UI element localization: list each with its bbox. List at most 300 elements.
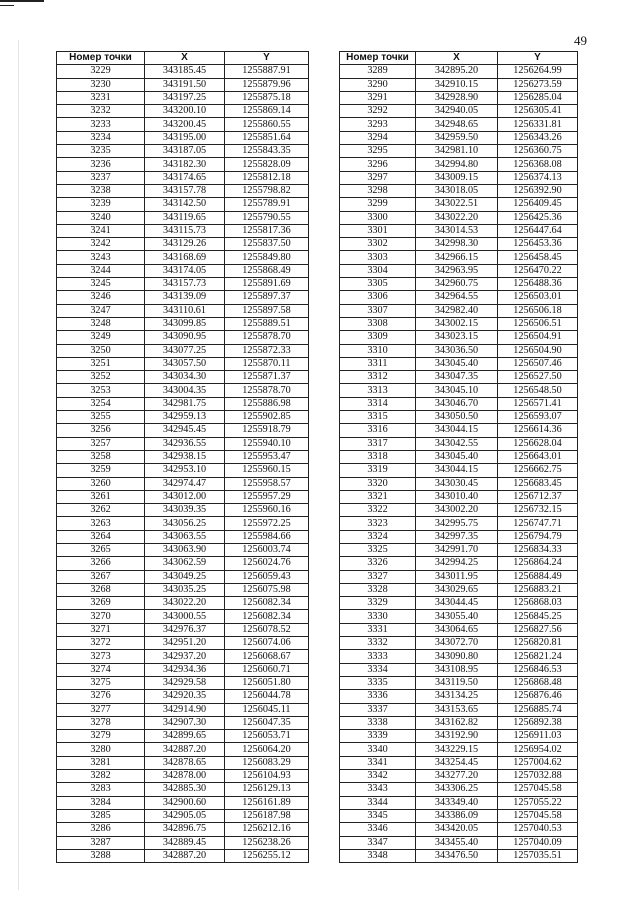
table-row — [340, 331, 578, 344]
cell-x: 343077.25 — [145, 344, 225, 357]
header-x: X — [145, 52, 225, 65]
table-row — [340, 171, 578, 184]
cell-y: 1256820.81 — [498, 637, 578, 650]
cell-y: 1256161.89 — [225, 796, 309, 809]
cell-x: 343099.85 — [145, 317, 225, 330]
cell-x: 342889.45 — [145, 836, 225, 849]
cell-x: 343035.25 — [145, 583, 225, 596]
table-row — [340, 65, 578, 78]
cell-y: 1257035.51 — [498, 849, 578, 862]
header-point-number: Номер точки — [340, 52, 416, 65]
cell-y: 1256392.90 — [498, 184, 578, 197]
coordinates-table-left — [56, 51, 309, 863]
cell-point-number: 3271 — [57, 623, 145, 636]
table-row — [57, 384, 309, 397]
cell-point-number: 3293 — [340, 118, 416, 131]
cell-x: 342937.20 — [145, 650, 225, 663]
cell-y: 1256104.93 — [225, 770, 309, 783]
table-row — [57, 291, 309, 304]
table-row — [340, 105, 578, 118]
table-row — [57, 676, 309, 689]
cell-point-number: 3244 — [57, 264, 145, 277]
cell-point-number: 3296 — [340, 158, 416, 171]
cell-x: 343029.65 — [416, 583, 498, 596]
cell-x: 342997.35 — [416, 530, 498, 543]
table-row — [57, 184, 309, 197]
table-row — [57, 623, 309, 636]
cell-y: 1256845.25 — [498, 610, 578, 623]
table-row — [57, 65, 309, 78]
table-row — [340, 317, 578, 330]
table-row — [340, 450, 578, 463]
cell-point-number: 3303 — [340, 251, 416, 264]
cell-point-number: 3326 — [340, 557, 416, 570]
table-row — [340, 610, 578, 623]
header-y: Y — [498, 52, 578, 65]
cell-x: 343044.15 — [416, 424, 498, 437]
cell-x: 343157.78 — [145, 184, 225, 197]
table-row — [340, 583, 578, 596]
cell-point-number: 3338 — [340, 716, 416, 729]
cell-point-number: 3327 — [340, 570, 416, 583]
cell-point-number: 3254 — [57, 397, 145, 410]
cell-x: 342878.00 — [145, 770, 225, 783]
cell-point-number: 3233 — [57, 118, 145, 131]
cell-x: 343039.35 — [145, 504, 225, 517]
table-row — [340, 371, 578, 384]
cell-x: 342981.10 — [416, 145, 498, 158]
cell-y: 1255889.51 — [225, 317, 309, 330]
cell-x: 343012.00 — [145, 490, 225, 503]
cell-x: 343455.40 — [416, 836, 498, 849]
cell-x: 343018.05 — [416, 184, 498, 197]
cell-point-number: 3240 — [57, 211, 145, 224]
cell-point-number: 3322 — [340, 504, 416, 517]
cell-x: 343045.40 — [416, 450, 498, 463]
cell-x: 343045.40 — [416, 357, 498, 370]
cell-point-number: 3331 — [340, 623, 416, 636]
cell-point-number: 3256 — [57, 424, 145, 437]
cell-point-number: 3323 — [340, 517, 416, 530]
cell-x: 343420.05 — [416, 823, 498, 836]
cell-point-number: 3249 — [57, 331, 145, 344]
cell-y: 1256614.36 — [498, 424, 578, 437]
table-row — [340, 836, 578, 849]
table-row — [340, 424, 578, 437]
cell-point-number: 3312 — [340, 371, 416, 384]
cell-y: 1256864.24 — [498, 557, 578, 570]
cell-y: 1255869.14 — [225, 105, 309, 118]
cell-y: 1256129.13 — [225, 783, 309, 796]
cell-x: 343191.50 — [145, 78, 225, 91]
scan-mark — [0, 0, 44, 2]
cell-x: 343063.90 — [145, 543, 225, 556]
table-row — [340, 637, 578, 650]
cell-y: 1255860.55 — [225, 118, 309, 131]
table-row — [57, 663, 309, 676]
cell-point-number: 3255 — [57, 411, 145, 424]
cell-x: 343050.50 — [416, 411, 498, 424]
cell-y: 1257040.53 — [498, 823, 578, 836]
cell-y: 1255879.96 — [225, 78, 309, 91]
cell-point-number: 3287 — [57, 836, 145, 849]
cell-y: 1256083.29 — [225, 756, 309, 769]
cell-y: 1256662.75 — [498, 464, 578, 477]
cell-y: 1255960.16 — [225, 504, 309, 517]
cell-x: 343090.80 — [416, 650, 498, 663]
cell-y: 1256643.01 — [498, 450, 578, 463]
cell-y: 1255870.11 — [225, 357, 309, 370]
cell-x: 343187.05 — [145, 145, 225, 158]
table-row — [57, 716, 309, 729]
table-header-row — [57, 52, 309, 65]
cell-y: 1256506.18 — [498, 304, 578, 317]
cell-x: 343129.26 — [145, 238, 225, 251]
cell-x: 343090.95 — [145, 331, 225, 344]
cell-x: 343030.45 — [416, 477, 498, 490]
cell-y: 1256834.33 — [498, 543, 578, 556]
table-row — [340, 623, 578, 636]
table-row — [340, 384, 578, 397]
cell-point-number: 3246 — [57, 291, 145, 304]
cell-x: 343174.05 — [145, 264, 225, 277]
cell-x: 342899.65 — [145, 730, 225, 743]
cell-x: 342951.20 — [145, 637, 225, 650]
cell-y: 1256024.76 — [225, 557, 309, 570]
table-row — [340, 597, 578, 610]
cell-x: 343023.15 — [416, 331, 498, 344]
cell-x: 342878.65 — [145, 756, 225, 769]
cell-y: 1255957.29 — [225, 490, 309, 503]
cell-y: 1255958.57 — [225, 477, 309, 490]
cell-point-number: 3344 — [340, 796, 416, 809]
table-row — [340, 184, 578, 197]
cell-x: 343108.95 — [416, 663, 498, 676]
coordinates-table-right — [339, 51, 578, 863]
cell-point-number: 3261 — [57, 490, 145, 503]
cell-y: 1255849.80 — [225, 251, 309, 264]
cell-point-number: 3234 — [57, 131, 145, 144]
cell-point-number: 3292 — [340, 105, 416, 118]
cell-point-number: 3243 — [57, 251, 145, 264]
table-row — [57, 211, 309, 224]
cell-y: 1256212.16 — [225, 823, 309, 836]
cell-x: 343197.25 — [145, 91, 225, 104]
table-row — [57, 424, 309, 437]
cell-x: 343049.25 — [145, 570, 225, 583]
table-row — [340, 357, 578, 370]
cell-x: 342953.10 — [145, 464, 225, 477]
cell-x: 343386.09 — [416, 809, 498, 822]
table-row — [340, 145, 578, 158]
cell-point-number: 3259 — [57, 464, 145, 477]
cell-y: 1256453.36 — [498, 238, 578, 251]
cell-point-number: 3242 — [57, 238, 145, 251]
table-row — [340, 238, 578, 251]
cell-y: 1256047.35 — [225, 716, 309, 729]
cell-point-number: 3232 — [57, 105, 145, 118]
cell-y: 1256548.50 — [498, 384, 578, 397]
cell-x: 343000.55 — [145, 610, 225, 623]
cell-point-number: 3341 — [340, 756, 416, 769]
cell-point-number: 3253 — [57, 384, 145, 397]
cell-y: 1256255.12 — [225, 849, 309, 862]
cell-x: 343349.40 — [416, 796, 498, 809]
cell-x: 343022.20 — [145, 597, 225, 610]
table-row — [57, 118, 309, 131]
cell-x: 342910.15 — [416, 78, 498, 91]
cell-point-number: 3311 — [340, 357, 416, 370]
cell-y: 1256506.51 — [498, 317, 578, 330]
table-row — [340, 770, 578, 783]
cell-x: 342887.20 — [145, 743, 225, 756]
cell-y: 1257045.58 — [498, 809, 578, 822]
page-edge-shadow — [18, 40, 19, 890]
cell-y: 1255918.79 — [225, 424, 309, 437]
cell-y: 1255790.55 — [225, 211, 309, 224]
cell-y: 1256794.79 — [498, 530, 578, 543]
cell-x: 343192.90 — [416, 730, 498, 743]
cell-x: 342940.05 — [416, 105, 498, 118]
cell-point-number: 3263 — [57, 517, 145, 530]
cell-y: 1255878.70 — [225, 384, 309, 397]
cell-point-number: 3248 — [57, 317, 145, 330]
cell-y: 1256503.01 — [498, 291, 578, 304]
table-row — [57, 517, 309, 530]
table-row — [57, 823, 309, 836]
cell-x: 342887.20 — [145, 849, 225, 862]
cell-y: 1256374.13 — [498, 171, 578, 184]
table-row — [57, 836, 309, 849]
scan-mark-small — [0, 5, 14, 6]
table-row — [340, 650, 578, 663]
cell-point-number: 3258 — [57, 450, 145, 463]
cell-point-number: 3317 — [340, 437, 416, 450]
cell-point-number: 3333 — [340, 650, 416, 663]
cell-x: 343153.65 — [416, 703, 498, 716]
cell-y: 1255960.15 — [225, 464, 309, 477]
cell-y: 1255897.37 — [225, 291, 309, 304]
cell-x: 343306.25 — [416, 783, 498, 796]
cell-point-number: 3339 — [340, 730, 416, 743]
cell-x: 342938.15 — [145, 450, 225, 463]
cell-x: 343046.70 — [416, 397, 498, 410]
cell-y: 1255886.98 — [225, 397, 309, 410]
table-row — [57, 490, 309, 503]
cell-point-number: 3319 — [340, 464, 416, 477]
table-row — [57, 450, 309, 463]
cell-y: 1256846.53 — [498, 663, 578, 676]
cell-x: 343022.20 — [416, 211, 498, 224]
cell-y: 1255851.64 — [225, 131, 309, 144]
cell-point-number: 3290 — [340, 78, 416, 91]
table-row — [340, 730, 578, 743]
cell-y: 1255828.09 — [225, 158, 309, 171]
cell-x: 343134.25 — [416, 690, 498, 703]
table-row — [57, 597, 309, 610]
cell-point-number: 3278 — [57, 716, 145, 729]
cell-point-number: 3337 — [340, 703, 416, 716]
cell-x: 342948.65 — [416, 118, 498, 131]
table-row — [340, 504, 578, 517]
cell-x: 343195.00 — [145, 131, 225, 144]
cell-point-number: 3250 — [57, 344, 145, 357]
cell-point-number: 3267 — [57, 570, 145, 583]
cell-point-number: 3277 — [57, 703, 145, 716]
cell-point-number: 3238 — [57, 184, 145, 197]
cell-x: 343011.95 — [416, 570, 498, 583]
cell-x: 342905.05 — [145, 809, 225, 822]
table-row — [340, 490, 578, 503]
cell-x: 342964.55 — [416, 291, 498, 304]
cell-y: 1256053.71 — [225, 730, 309, 743]
cell-point-number: 3318 — [340, 450, 416, 463]
table-row — [57, 543, 309, 556]
cell-x: 343047.35 — [416, 371, 498, 384]
cell-y: 1256883.21 — [498, 583, 578, 596]
cell-point-number: 3305 — [340, 278, 416, 291]
cell-x: 343119.50 — [416, 676, 498, 689]
cell-y: 1256876.46 — [498, 690, 578, 703]
cell-x: 343072.70 — [416, 637, 498, 650]
cell-x: 343142.50 — [145, 198, 225, 211]
cell-y: 1255817.36 — [225, 224, 309, 237]
cell-x: 343185.45 — [145, 65, 225, 78]
cell-y: 1255940.10 — [225, 437, 309, 450]
table-row — [340, 690, 578, 703]
table-row — [57, 357, 309, 370]
cell-point-number: 3342 — [340, 770, 416, 783]
table-row — [340, 783, 578, 796]
cell-y: 1256360.75 — [498, 145, 578, 158]
table-row — [57, 371, 309, 384]
cell-point-number: 3273 — [57, 650, 145, 663]
cell-y: 1257040.09 — [498, 836, 578, 849]
cell-x: 342928.90 — [416, 91, 498, 104]
cell-point-number: 3313 — [340, 384, 416, 397]
cell-y: 1255875.18 — [225, 91, 309, 104]
cell-x: 342959.50 — [416, 131, 498, 144]
cell-point-number: 3298 — [340, 184, 416, 197]
page-number: 49 — [574, 33, 587, 48]
table-row — [340, 557, 578, 570]
cell-y: 1256003.74 — [225, 543, 309, 556]
cell-x: 343045.10 — [416, 384, 498, 397]
cell-point-number: 3330 — [340, 610, 416, 623]
cell-point-number: 3239 — [57, 198, 145, 211]
cell-y: 1256064.20 — [225, 743, 309, 756]
cell-x: 343042.55 — [416, 437, 498, 450]
cell-y: 1255872.33 — [225, 344, 309, 357]
cell-x: 343157.73 — [145, 278, 225, 291]
cell-x: 342963.95 — [416, 264, 498, 277]
cell-y: 1256488.36 — [498, 278, 578, 291]
cell-point-number: 3266 — [57, 557, 145, 570]
cell-point-number: 3315 — [340, 411, 416, 424]
cell-y: 1256628.04 — [498, 437, 578, 450]
cell-y: 1256238.26 — [225, 836, 309, 849]
cell-point-number: 3235 — [57, 145, 145, 158]
cell-x: 343277.20 — [416, 770, 498, 783]
cell-point-number: 3236 — [57, 158, 145, 171]
table-row — [340, 809, 578, 822]
table-row — [340, 411, 578, 424]
cell-x: 342998.30 — [416, 238, 498, 251]
table-row — [57, 583, 309, 596]
cell-point-number: 3328 — [340, 583, 416, 596]
table-row — [57, 264, 309, 277]
table-row — [57, 437, 309, 450]
cell-y: 1256892.38 — [498, 716, 578, 729]
cell-y: 1255798.82 — [225, 184, 309, 197]
cell-point-number: 3252 — [57, 371, 145, 384]
cell-y: 1256827.56 — [498, 623, 578, 636]
table-row — [57, 796, 309, 809]
cell-x: 343034.30 — [145, 371, 225, 384]
cell-y: 1256470.22 — [498, 264, 578, 277]
cell-point-number: 3348 — [340, 849, 416, 862]
table-row — [57, 504, 309, 517]
cell-point-number: 3245 — [57, 278, 145, 291]
table-row — [340, 543, 578, 556]
cell-point-number: 3260 — [57, 477, 145, 490]
cell-x: 343062.59 — [145, 557, 225, 570]
cell-point-number: 3262 — [57, 504, 145, 517]
header-y: Y — [225, 52, 309, 65]
cell-x: 342895.20 — [416, 65, 498, 78]
table-row — [340, 676, 578, 689]
cell-point-number: 3309 — [340, 331, 416, 344]
cell-point-number: 3274 — [57, 663, 145, 676]
cell-x: 342907.30 — [145, 716, 225, 729]
cell-y: 1256045.11 — [225, 703, 309, 716]
cell-x: 342976.37 — [145, 623, 225, 636]
cell-y: 1255789.91 — [225, 198, 309, 211]
cell-point-number: 3279 — [57, 730, 145, 743]
cell-x: 343002.15 — [416, 317, 498, 330]
table-row — [340, 743, 578, 756]
cell-y: 1256075.98 — [225, 583, 309, 596]
cell-x: 343063.55 — [145, 530, 225, 543]
table-row — [340, 663, 578, 676]
cell-point-number: 3251 — [57, 357, 145, 370]
cell-point-number: 3329 — [340, 597, 416, 610]
table-row — [340, 278, 578, 291]
cell-point-number: 3230 — [57, 78, 145, 91]
cell-y: 1256884.49 — [498, 570, 578, 583]
cell-y: 1256885.74 — [498, 703, 578, 716]
cell-y: 1255891.69 — [225, 278, 309, 291]
cell-y: 1256082.34 — [225, 597, 309, 610]
cell-y: 1256747.71 — [498, 517, 578, 530]
cell-point-number: 3308 — [340, 317, 416, 330]
cell-point-number: 3284 — [57, 796, 145, 809]
cell-x: 342994.80 — [416, 158, 498, 171]
cell-point-number: 3285 — [57, 809, 145, 822]
table-row — [57, 783, 309, 796]
cell-x: 343115.73 — [145, 224, 225, 237]
cell-y: 1256458.45 — [498, 251, 578, 264]
table-row — [57, 637, 309, 650]
table-row — [57, 145, 309, 158]
cell-y: 1256507.46 — [498, 357, 578, 370]
table-body-left — [57, 65, 309, 863]
cell-x: 343200.45 — [145, 118, 225, 131]
cell-x: 342959.13 — [145, 411, 225, 424]
cell-point-number: 3343 — [340, 783, 416, 796]
cell-point-number: 3299 — [340, 198, 416, 211]
table-row — [340, 530, 578, 543]
